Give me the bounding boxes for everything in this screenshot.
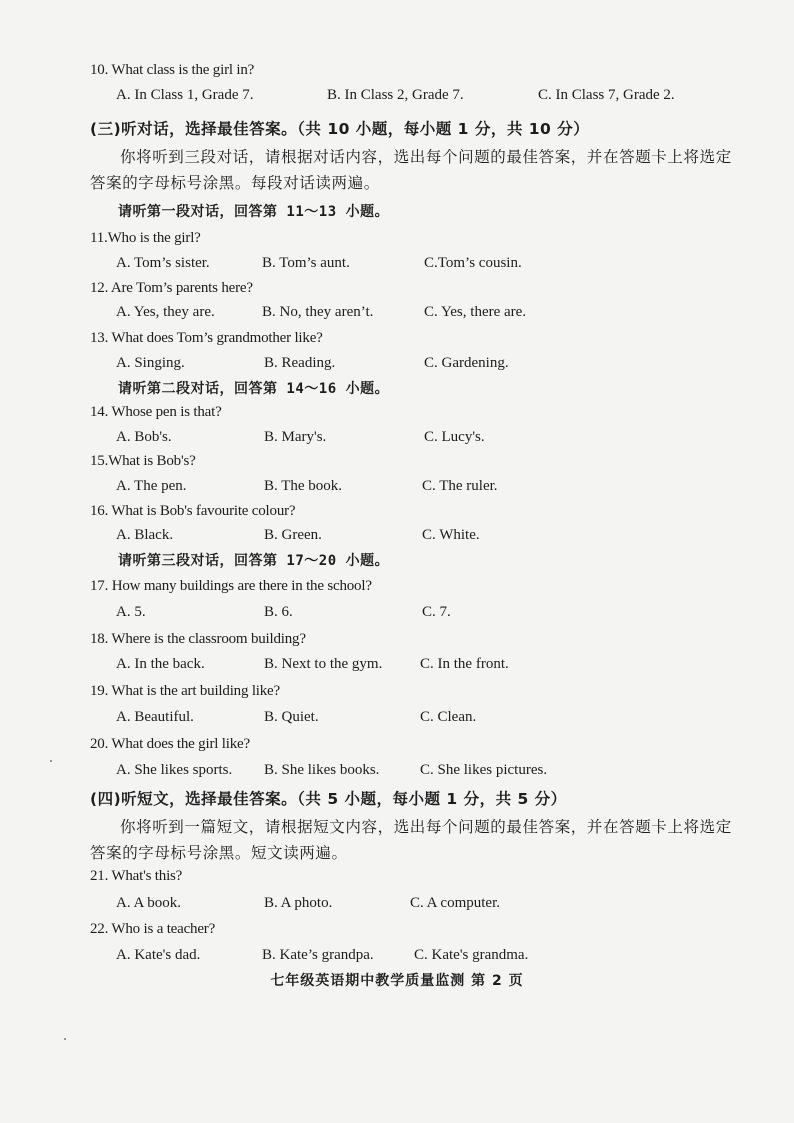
question-12-options [0, 304, 794, 324]
option-a: A. Beautiful. [116, 709, 194, 725]
option-c: C. Lucy's. [424, 429, 485, 445]
page-footer: 七年级英语期中教学质量监测 第 2 页 [270, 973, 524, 989]
option-a: A. She likes sports. [116, 762, 233, 778]
section-3-instructions-line1: 你将听到三段对话，请根据对话内容，选出每个问题的最佳答案，并在答题卡上将选定 [120, 148, 732, 166]
question-21: 21. What's this? [90, 868, 183, 884]
option-b: B. A photo. [264, 895, 333, 911]
listen-prompt-3: 请听第三段对话，回答第 17～20 小题。 [118, 553, 390, 569]
option-c: C. In Class 7, Grade 2. [538, 87, 675, 103]
question-16-options [0, 527, 794, 547]
option-b: B. In Class 2, Grade 7. [327, 87, 464, 103]
option-a: A. The pen. [116, 478, 187, 494]
option-b: B. Quiet. [264, 709, 319, 725]
section-4-heading: (四)听短文，选择最佳答案。（共 5 小题，每小题 1 分，共 5 分） [90, 790, 567, 808]
option-b: B. 6. [264, 604, 293, 620]
option-c: C. Yes, there are. [424, 304, 527, 320]
question-17: 17. How many buildings are there in the school? [90, 578, 372, 594]
option-c: C. White. [422, 527, 480, 543]
section-4-instructions-line1: 你将听到一篇短文，请根据短文内容，选出每个问题的最佳答案，并在答题卡上将选定 [120, 818, 732, 836]
question-13-options [0, 355, 794, 375]
option-a: A. Yes, they are. [116, 304, 215, 320]
option-b: B. Next to the gym. [264, 656, 383, 672]
option-c: C. She likes pictures. [420, 762, 548, 778]
option-a: A. 5. [116, 604, 146, 620]
option-b: B. The book. [264, 478, 343, 494]
option-b: B. She likes books. [264, 762, 380, 778]
scan-speck [64, 1038, 66, 1040]
question-14-options [0, 429, 794, 449]
question-15: 15.What is Bob's? [90, 453, 196, 469]
option-a: A. Bob's. [116, 429, 172, 445]
listen-prompt-1: 请听第一段对话，回答第 11～13 小题。 [118, 204, 390, 220]
question-10: 10. What class is the girl in? [90, 62, 255, 78]
question-19: 19. What is the art building like? [90, 683, 280, 699]
option-c: C. In the front. [420, 656, 509, 672]
option-a: A. In Class 1, Grade 7. [116, 87, 254, 103]
option-c: C. Kate's grandma. [414, 947, 529, 963]
question-12: 12. Are Tom’s parents here? [90, 280, 253, 296]
option-b: B. Tom’s aunt. [262, 255, 350, 271]
question-15-options [0, 478, 794, 498]
question-18-options [0, 656, 794, 676]
option-a: A. A book. [116, 895, 182, 911]
option-a: A. Singing. [116, 355, 185, 371]
option-a: A. Kate's dad. [116, 947, 201, 963]
question-19-options [0, 709, 794, 729]
option-b: B. Reading. [264, 355, 336, 371]
question-18: 18. Where is the classroom building? [90, 631, 306, 647]
option-c: C. Clean. [420, 709, 477, 725]
option-b: B. No, they aren’t. [262, 304, 374, 320]
listen-prompt-2: 请听第二段对话，回答第 14～16 小题。 [118, 381, 390, 397]
section-3-heading: (三)听对话，选择最佳答案。（共 10 小题，每小题 1 分，共 10 分） [90, 120, 590, 138]
option-c: C.Tom’s cousin. [424, 255, 522, 271]
question-14: 14. Whose pen is that? [90, 404, 222, 420]
option-a: A. Black. [116, 527, 174, 543]
question-22-options [0, 947, 794, 967]
question-11-options [0, 255, 794, 275]
option-b: B. Kate’s grandpa. [262, 947, 374, 963]
question-21-options [0, 895, 794, 915]
option-c: C. A computer. [410, 895, 500, 911]
option-c: C. The ruler. [422, 478, 498, 494]
section-4-instructions-line2: 答案的字母标号涂黑。短文读两遍。 [90, 844, 348, 862]
scan-speck [50, 760, 52, 762]
question-22: 22. Who is a teacher? [90, 921, 216, 937]
option-c: C. Gardening. [424, 355, 509, 371]
option-a: A. Tom’s sister. [116, 255, 210, 271]
question-10-options [0, 87, 794, 107]
section-3-instructions-line2: 答案的字母标号涂黑。每段对话读两遍。 [90, 174, 380, 192]
question-17-options [0, 604, 794, 624]
option-c: C. 7. [422, 604, 451, 620]
question-16: 16. What is Bob's favourite colour? [90, 503, 296, 519]
question-11: 11.Who is the girl? [90, 230, 201, 246]
question-20: 20. What does the girl like? [90, 736, 250, 752]
option-b: B. Green. [264, 527, 322, 543]
question-13: 13. What does Tom’s grandmother like? [90, 330, 323, 346]
option-b: B. Mary's. [264, 429, 327, 445]
question-20-options [0, 762, 794, 782]
option-a: A. In the back. [116, 656, 205, 672]
